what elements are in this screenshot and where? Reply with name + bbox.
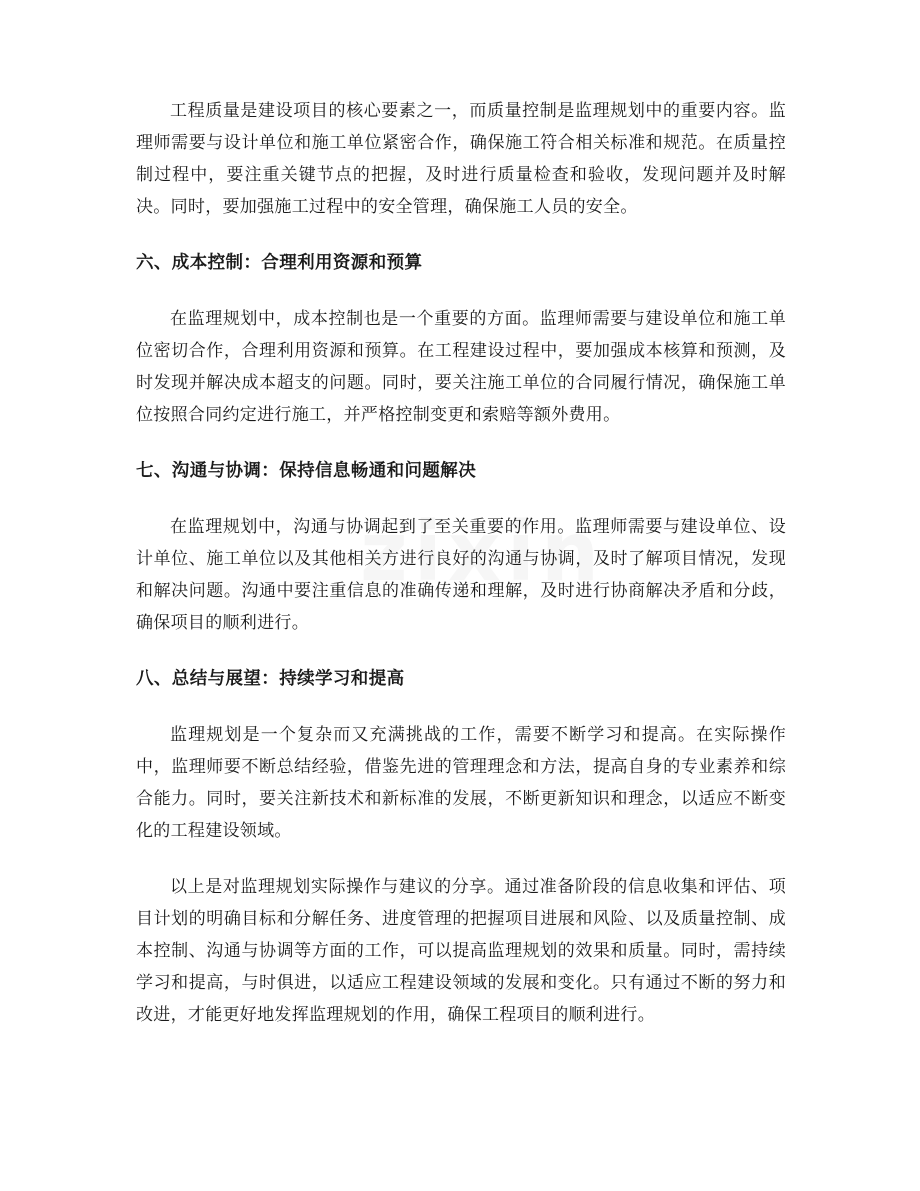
section-heading-summary: 八、总结与展望：持续学习和提高 — [136, 669, 405, 689]
document-body — [136, 95, 786, 1031]
cost-control-paragraph: 在监理规划中，成本控制也是一个重要的方面。监理师需要与建设单位和施工单位密切合作，合理利用资源和预算。在工程建设过程中，要加强成本核算和预测，及时发现并解决成本超支的问题。同时，要关注施工单位的合同履行情况，确保施工单位按照合同约定进行施工，并严格控制变更和索赔等额外费用。 — [136, 309, 786, 425]
communication-paragraph: 在监理规划中，沟通与协调起到了至关重要的作用。监理师需要与建设单位、设计单位、施工单位以及其他相关方进行良好的沟通与协调，及时了解项目情况，发现和解决问题。沟通中要注重信息的准确传递和理解，及时进行协商解决矛盾和分歧，确保项目的顺利进行。 — [136, 517, 786, 633]
section-heading-cost: 六、成本控制：合理利用资源和预算 — [136, 253, 423, 273]
quality-control-paragraph: 工程质量是建设项目的核心要素之一，而质量控制是监理规划中的重要内容。监理师需要与设计单位和施工单位紧密合作，确保施工符合相关标准和规范。在质量控制过程中，要注重关键节点的把握，及时进行质量检查和验收，发现问题并及时解决。同时，要加强施工过程中的安全管理，确保施工人员的安全。 — [136, 101, 786, 217]
section-heading-communication: 七、沟通与协调：保持信息畅通和问题解决 — [136, 461, 477, 481]
closing-paragraph: 以上是对监理规划实际操作与建议的分享。通过准备阶段的信息收集和评估、项目计划的明确目标和分解任务、进度管理的把握项目进展和风险、以及质量控制、成本控制、沟通与协调等方面的工作，可以提高监理规划的效果和质量。同时，需持续学习和提高，与时俱进，以适应工程建设领域的发展和变化。只有通过不断的努力和改进，才能更好地发挥监理规划的作用，确保工程项目的顺利进行。 — [136, 877, 786, 1025]
summary-paragraph: 监理规划是一个复杂而又充满挑战的工作，需要不断学习和提高。在实际操作中，监理师要不断总结经验，借鉴先进的管理理念和方法，提高自身的专业素养和综合能力。同时，要关注新技术和新标准的发展，不断更新知识和理念，以适应不断变化的工程建设领域。 — [136, 725, 786, 841]
